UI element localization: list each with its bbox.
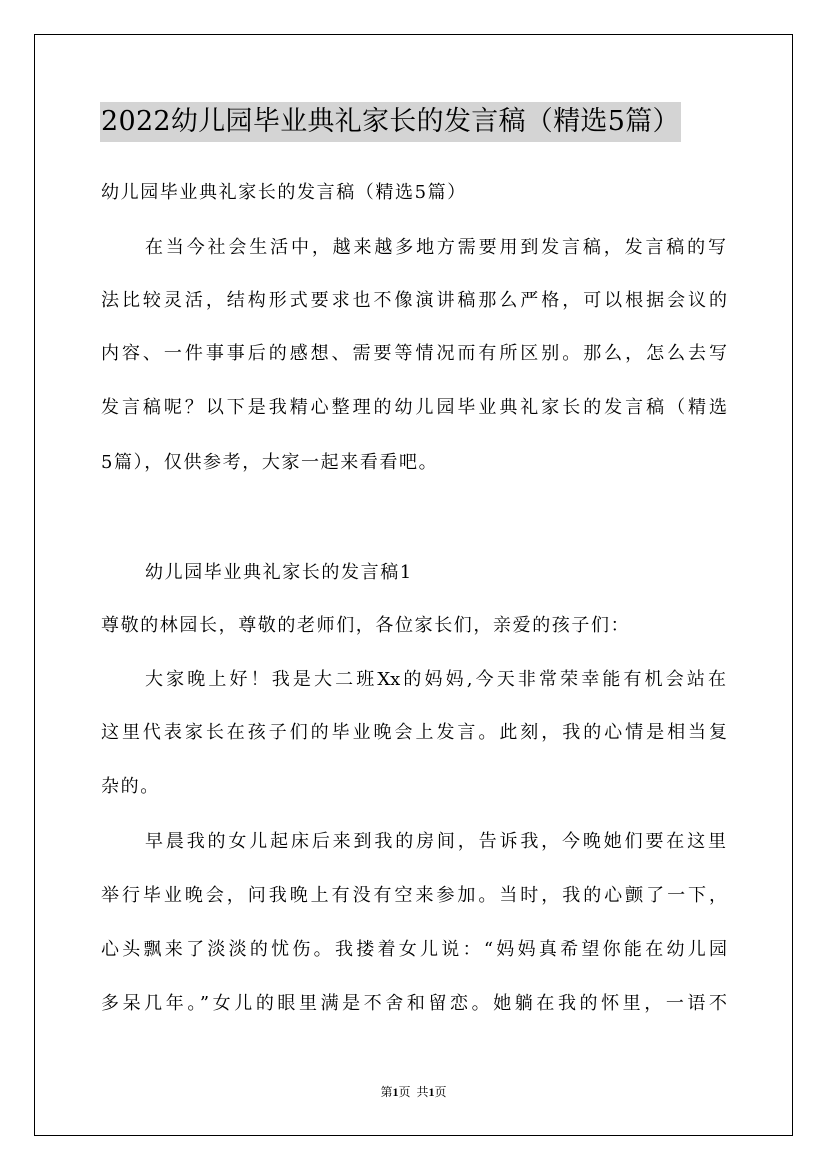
document-subtitle: 幼儿园毕业典礼家长的发言稿（精选5篇）	[101, 182, 467, 203]
para2-line-4: 多呆几年。”女儿的眼里满是不舍和留恋。她躺在我的怀里，一语不	[101, 993, 727, 1014]
footer-page-prefix: 第	[380, 1085, 393, 1099]
para1-line-3: 杂的。	[101, 776, 160, 797]
para2-line-2: 举行毕业晚会，问我晚上有没有空来参加。当时，我的心颤了一下，	[101, 885, 727, 906]
salutation: 尊敬的林园长，尊敬的老师们，各位家长们，亲爱的孩子们：	[101, 615, 631, 636]
para2-line-3: 心头飘来了淡淡的忧伤。我搂着女儿说：“妈妈真希望你能在幼儿园	[101, 939, 727, 960]
footer-total-number: 1	[428, 1085, 435, 1099]
footer-total-prefix: 共	[416, 1085, 429, 1099]
footer-page-suffix: 页	[398, 1085, 411, 1099]
document-title: 2022幼儿园毕业典礼家长的发言稿（精选5篇）	[100, 102, 681, 142]
intro-line-3: 内容、一件事事后的感想、需要等情况而有所区别。那么，怎么去写	[101, 343, 727, 364]
para2-line-1: 早晨我的女儿起床后来到我的房间，告诉我，今晚她们要在这里	[145, 831, 726, 852]
para1-line-1: 大家晚上好！我是大二班Xx的妈妈,今天非常荣幸能有机会站在	[145, 669, 726, 690]
para1-line-2: 这里代表家长在孩子们的毕业晚会上发言。此刻，我的心情是相当复	[101, 722, 727, 743]
intro-line-2: 法比较灵活，结构形式要求也不像演讲稿那么严格，可以根据会议的	[101, 290, 727, 311]
intro-line-5: 5篇），仅供参考，大家一起来看看吧。	[101, 452, 439, 473]
footer-total-suffix: 页	[434, 1085, 447, 1099]
intro-line-4: 发言稿呢？以下是我精心整理的幼儿园毕业典礼家长的发言稿（精选	[101, 397, 727, 418]
section-heading: 幼儿园毕业典礼家长的发言稿1	[145, 562, 413, 583]
page-footer	[0, 1083, 827, 1100]
footer-page-number: 1	[392, 1085, 399, 1099]
intro-line-1: 在当今社会生活中，越来越多地方需要用到发言稿，发言稿的写	[145, 237, 726, 258]
